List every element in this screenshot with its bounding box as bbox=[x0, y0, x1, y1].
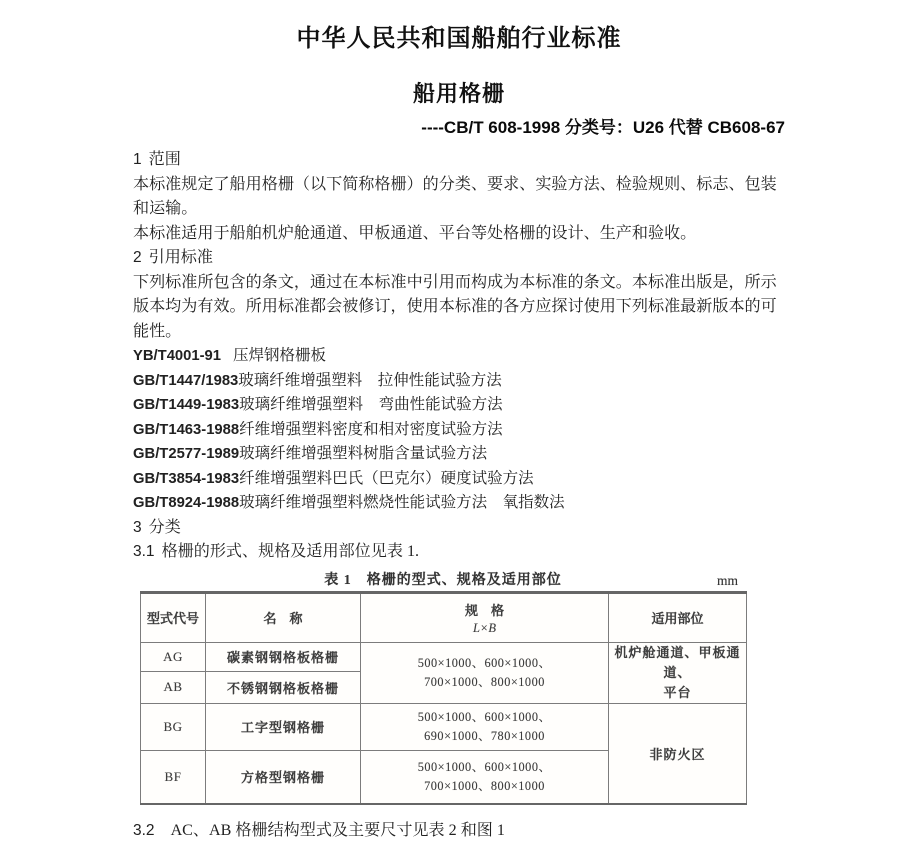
table-caption-row bbox=[140, 571, 746, 591]
col-header-name: 名 称 bbox=[206, 592, 361, 642]
section-1-paragraph-1: 本标准规定了船用格栅（以下简称格栅）的分类、要求、实验方法、检验规则、标志、包装和运输。 bbox=[133, 175, 777, 217]
section-title: 分类 bbox=[148, 518, 181, 536]
reference-title: 压焊钢格栅板 bbox=[233, 347, 327, 364]
col-header-application: 适用部位 bbox=[609, 592, 747, 642]
section-number: 2 bbox=[133, 249, 142, 266]
reference-code: GB/T1449-1983 bbox=[133, 397, 240, 413]
section-number: 1 bbox=[133, 151, 142, 168]
cell-application-bg-bf: 非防火区 bbox=[609, 703, 747, 804]
spec-line: 700×1000、800×1000 bbox=[424, 778, 545, 793]
cell-spec-bf bbox=[361, 750, 609, 804]
section-1-paragraph-2: 本标准适用于船舶机炉舱通道、甲板通道、平台等处格栅的设计、生产和验收。 bbox=[133, 224, 697, 242]
reference-item bbox=[133, 393, 785, 418]
cell-type-code: AG bbox=[141, 642, 206, 672]
reference-code: YB/T4001-91 bbox=[133, 348, 222, 364]
cell-spec-bg bbox=[361, 703, 609, 750]
reference-title: 玻璃纤维增强塑料 拉伸性能试验方法 bbox=[238, 371, 502, 389]
reference-item bbox=[133, 467, 785, 492]
reference-item bbox=[133, 344, 785, 369]
reference-code: GB/T8924-1988 bbox=[133, 495, 240, 511]
page-title: 中华人民共和国船舶行业标准 bbox=[296, 26, 622, 52]
table-unit-label: mm bbox=[716, 572, 738, 588]
section-number: 3 bbox=[133, 518, 142, 536]
reference-code: GB/T1463-1988 bbox=[133, 421, 240, 438]
table-row-ag bbox=[141, 642, 747, 672]
section-2-heading bbox=[133, 246, 785, 271]
section-text: 格栅的形式、规格及适用部位见表 1. bbox=[161, 543, 420, 560]
spec-line: 700×1000、800×1000 bbox=[424, 674, 545, 689]
section-1-heading bbox=[133, 148, 785, 173]
reference-code: GB/T2577-1989 bbox=[133, 446, 240, 462]
reference-item bbox=[133, 491, 785, 516]
reference-title: 纤维增强塑料巴氏（巴克尔）硬度试验方法 bbox=[239, 469, 534, 487]
spec-line: 500×1000、600×1000、 bbox=[417, 759, 552, 774]
table-header-row bbox=[141, 592, 747, 642]
doc-subtitle: 船用格栅 bbox=[412, 81, 505, 106]
table-row-bg bbox=[141, 703, 747, 750]
section-title: 引用标准 bbox=[148, 249, 213, 266]
cell-name: 不锈钢钢格板格栅 bbox=[206, 672, 361, 703]
cell-type-code: AB bbox=[141, 672, 206, 703]
application-line: 平台 bbox=[663, 684, 692, 700]
reference-title: 玻璃纤维增强塑料燃烧性能试验方法 氧指数法 bbox=[239, 494, 565, 511]
cell-type-code: BF bbox=[141, 750, 206, 804]
application-line: 机炉舱通道、甲板通道、 bbox=[614, 644, 741, 680]
section-3-2-line bbox=[133, 819, 785, 843]
section-3-heading bbox=[133, 516, 785, 541]
reference-code: GB/T3854-1983 bbox=[133, 470, 240, 487]
spec-header-label: 规 格 bbox=[464, 602, 504, 618]
reference-title: 玻璃纤维增强塑料 弯曲性能试验方法 bbox=[239, 396, 503, 413]
reference-title: 玻璃纤维增强塑料树脂含量试验方法 bbox=[239, 445, 488, 462]
section-number: 3.2 bbox=[133, 822, 155, 839]
col-header-spec bbox=[361, 592, 609, 642]
reference-code: GB/T1447/1983 bbox=[133, 372, 239, 389]
section-number: 3.1 bbox=[133, 543, 155, 560]
spec-line: 500×1000、600×1000、 bbox=[417, 655, 552, 670]
section-3-1-line bbox=[133, 540, 785, 565]
cell-name: 方格型钢格栅 bbox=[206, 750, 361, 804]
spec-header-lxb: L×B bbox=[472, 620, 497, 635]
reference-item bbox=[133, 442, 785, 467]
reference-list bbox=[133, 344, 785, 516]
cell-name: 工字型钢格栅 bbox=[206, 703, 361, 750]
col-header-type-code: 型式代号 bbox=[141, 592, 206, 642]
reference-item bbox=[133, 369, 785, 394]
reference-title: 纤维增强塑料密度和相对密度试验方法 bbox=[239, 420, 503, 438]
table-caption: 表 1 格栅的型式、规格及适用部位 bbox=[324, 572, 562, 588]
spec-line: 500×1000、600×1000、 bbox=[417, 709, 552, 724]
standard-number-line: ----CB/T 608-1998 分类号：U26 代替 CB608-67 bbox=[421, 118, 785, 137]
cell-spec-ag-ab bbox=[361, 642, 609, 703]
section-title: 范围 bbox=[148, 151, 181, 168]
spec-line: 690×1000、780×1000 bbox=[424, 728, 545, 743]
section-2-paragraph-1: 下列标准所包含的条文，通过在本标准中引用而构成为本标准的条文。本标准出版是，所示版本均为有效。所用标准都会被修订，使用本标准的各方应探讨使用下列标准最新版本的可能性。 bbox=[133, 273, 777, 340]
reference-item bbox=[133, 418, 785, 443]
section-text: AC、AB 格栅结构型式及主要尺寸见表 2 和图 1 bbox=[170, 822, 505, 839]
cell-type-code: BG bbox=[141, 703, 206, 750]
cell-name: 碳素钢钢格板格栅 bbox=[206, 642, 361, 672]
table-1 bbox=[140, 591, 747, 806]
table-1-block bbox=[133, 571, 785, 806]
cell-application-ag-ab bbox=[609, 642, 747, 703]
